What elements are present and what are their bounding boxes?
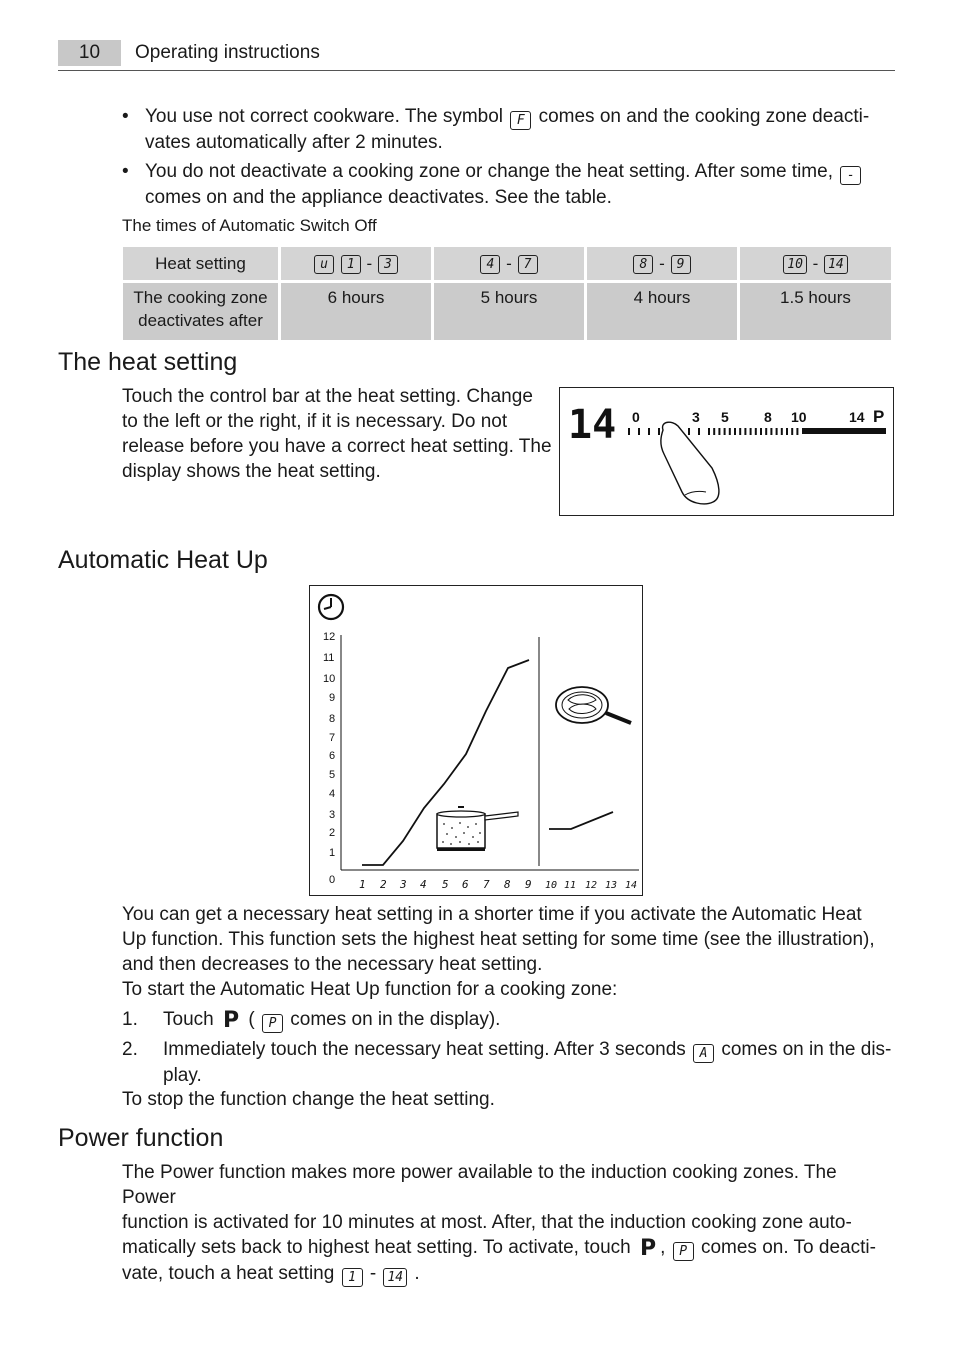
header-title: Operating instructions	[135, 42, 320, 63]
symbol-f: F	[510, 111, 531, 130]
step-text: Immediately touch the necessary heat setting. After 3 seconds	[163, 1039, 686, 1060]
auto-switch-off-table	[120, 244, 894, 343]
text-line: You can get a necessary heat setting in a shorter time if you activate the Automatic Heat	[122, 904, 862, 925]
y-tick: 1	[329, 847, 336, 859]
scale-label: 0	[632, 409, 640, 425]
bullet-text: You do not deactivate a cooking zone or change the heat setting. After some time,	[145, 161, 833, 182]
text-line: The Power function makes more power available to the induction cooking zones. The Power	[122, 1162, 837, 1208]
bullet-text: comes on and the appliance deactivates. See the table.	[145, 187, 612, 208]
text-line: to the left or the right, if it is necessary. Do not	[122, 411, 508, 432]
step-text: play.	[163, 1065, 202, 1086]
range-from: 1	[341, 255, 361, 274]
x-tick: 10	[545, 880, 558, 891]
x-tick-labels	[359, 878, 637, 891]
symbol-p: P	[262, 1014, 283, 1033]
text-line: vate, touch a heat setting	[122, 1263, 335, 1284]
range-dash: -	[812, 254, 819, 273]
bullet-cookware	[122, 104, 892, 155]
range-from: 8	[633, 255, 653, 274]
step-number: 2.	[122, 1039, 138, 1060]
header-rule	[58, 70, 895, 71]
bullet-text: vates automatically after 2 minutes.	[145, 132, 443, 153]
y-tick: 3	[329, 809, 336, 821]
x-tick: 9	[525, 878, 532, 891]
table-row	[123, 283, 891, 340]
text-line: and then decreases to the necessary heat setting.	[122, 954, 543, 975]
scale-label: 3	[692, 409, 700, 425]
symbol-dash: -	[840, 166, 861, 185]
heat-range-cell	[740, 247, 891, 280]
y-tick: 0	[329, 874, 336, 886]
y-tick: 4	[329, 788, 336, 800]
power-p-icon: P	[222, 1008, 240, 1033]
heat-range-cell	[587, 247, 737, 280]
step-text: comes on in the dis-	[721, 1039, 892, 1060]
scale-label-p: P	[873, 407, 885, 426]
scale-label: 8	[764, 409, 772, 425]
heading-automatic-heat-up: Automatic Heat Up	[58, 546, 268, 574]
symbol-p: P	[673, 1242, 694, 1261]
y-tick: 9	[329, 692, 336, 704]
time-cell: 5 hours	[434, 283, 584, 340]
y-tick: 11	[323, 652, 335, 664]
text-line: Touch the control bar at the heat setting. Change	[122, 386, 533, 407]
heading-power-function: Power function	[58, 1124, 224, 1152]
step-number: 1.	[122, 1009, 138, 1030]
x-tick: 4	[420, 878, 427, 891]
deactivates-label	[123, 283, 278, 340]
y-tick: 10	[323, 673, 336, 685]
heat-range-cell	[281, 247, 431, 280]
x-tick: 5	[442, 878, 449, 891]
range-from: 10	[783, 255, 807, 274]
bullet-dot: •	[122, 161, 129, 182]
y-tick: 2	[329, 827, 336, 839]
step-text: (	[248, 1009, 255, 1030]
step-body	[163, 1037, 892, 1088]
heat-up-graph-svg	[310, 586, 642, 895]
y-tick: 6	[329, 750, 336, 762]
text-line: release before you have a correct heat setting. The	[122, 436, 552, 457]
bullet-no-deactivate	[122, 159, 892, 210]
range-dash: -	[659, 254, 665, 273]
y-tick: 12	[323, 631, 336, 643]
range-dash: -	[506, 254, 512, 273]
range-from: 4	[480, 255, 500, 274]
bullet-text: You use not correct cookware. The symbol	[145, 106, 504, 127]
y-tick: 5	[329, 769, 336, 781]
x-tick: 14	[625, 880, 638, 891]
x-tick: 2	[380, 878, 387, 891]
clock-icon	[319, 595, 343, 619]
time-cell: 6 hours	[281, 283, 431, 340]
heat-up-graph-illustration	[309, 585, 643, 896]
time-cell: 4 hours	[587, 283, 737, 340]
symbol-a: A	[693, 1044, 714, 1063]
scale-label: 5	[721, 409, 729, 425]
x-tick: 11	[564, 880, 577, 891]
power-description	[122, 1160, 894, 1287]
heat-setting-text	[122, 384, 552, 484]
text-line: matically sets back to highest heat setting. To activate, touch	[122, 1237, 631, 1258]
x-tick: 13	[605, 880, 618, 891]
y-tick-labels	[323, 631, 335, 886]
scale-ticks	[629, 428, 797, 435]
x-tick: 6	[462, 878, 469, 891]
heat-range-cell	[434, 247, 584, 280]
text-line: display shows the heat setting.	[122, 461, 381, 482]
step-2	[122, 1037, 892, 1088]
symbol-1: 1	[342, 1268, 363, 1287]
text-line: .	[414, 1263, 420, 1284]
text-line: To start the Automatic Heat Up function for a cooking zone:	[122, 979, 618, 1000]
step-text: Touch	[163, 1009, 214, 1030]
heat-setting-label: Heat setting	[123, 247, 278, 280]
stop-instruction: To stop the function change the heat setting.	[122, 1089, 495, 1110]
power-p-icon: P	[640, 1236, 657, 1261]
range-to: 14	[824, 255, 848, 274]
bullet-dot: •	[122, 106, 129, 127]
table-row	[123, 247, 891, 280]
label-line: deactivates after	[138, 311, 263, 330]
x-tick: 1	[359, 878, 366, 891]
range-to: 9	[671, 255, 691, 274]
x-tick: 8	[504, 878, 511, 891]
pot-icon	[437, 807, 518, 851]
display-value: 14	[568, 402, 617, 448]
control-bar-svg	[560, 388, 893, 515]
table-caption: The times of Automatic Switch Off	[122, 216, 377, 235]
symbol-u: u	[314, 255, 334, 274]
range-to: 3	[378, 255, 398, 274]
text-line: ,	[660, 1237, 666, 1258]
range-to: 7	[518, 255, 538, 274]
control-bar-illustration	[559, 387, 894, 516]
x-tick: 12	[585, 880, 598, 891]
step-1	[122, 1007, 892, 1033]
y-tick: 8	[329, 713, 336, 725]
frying-pan-icon	[556, 687, 631, 723]
scale-bar	[802, 428, 886, 434]
range-dash: -	[366, 254, 373, 273]
label-line: The cooking zone	[133, 288, 268, 307]
scale-label: 14	[849, 409, 865, 425]
auto-heat-description	[122, 902, 892, 1002]
text-line: function is activated for 10 minutes at most. After, that the induction cooking zone auto-	[122, 1212, 852, 1233]
bullet-text: comes on and the cooking zone deacti-	[538, 106, 870, 127]
y-tick: 7	[329, 732, 336, 744]
symbol-14: 14	[383, 1268, 407, 1287]
heading-heat-setting: The heat setting	[58, 348, 238, 376]
step-text: comes on in the display).	[290, 1009, 501, 1030]
text-line: Up function. This function sets the highest heat setting for some time (see the illustration),	[122, 929, 875, 950]
x-tick: 7	[483, 878, 490, 891]
page-number: 10	[58, 40, 121, 66]
x-tick: 3	[400, 878, 407, 891]
decrease-curve	[549, 812, 613, 829]
text-line: comes on. To deacti-	[700, 1237, 876, 1258]
text-line: -	[369, 1263, 377, 1284]
scale-label: 10	[791, 409, 807, 425]
time-cell: 1.5 hours	[740, 283, 891, 340]
